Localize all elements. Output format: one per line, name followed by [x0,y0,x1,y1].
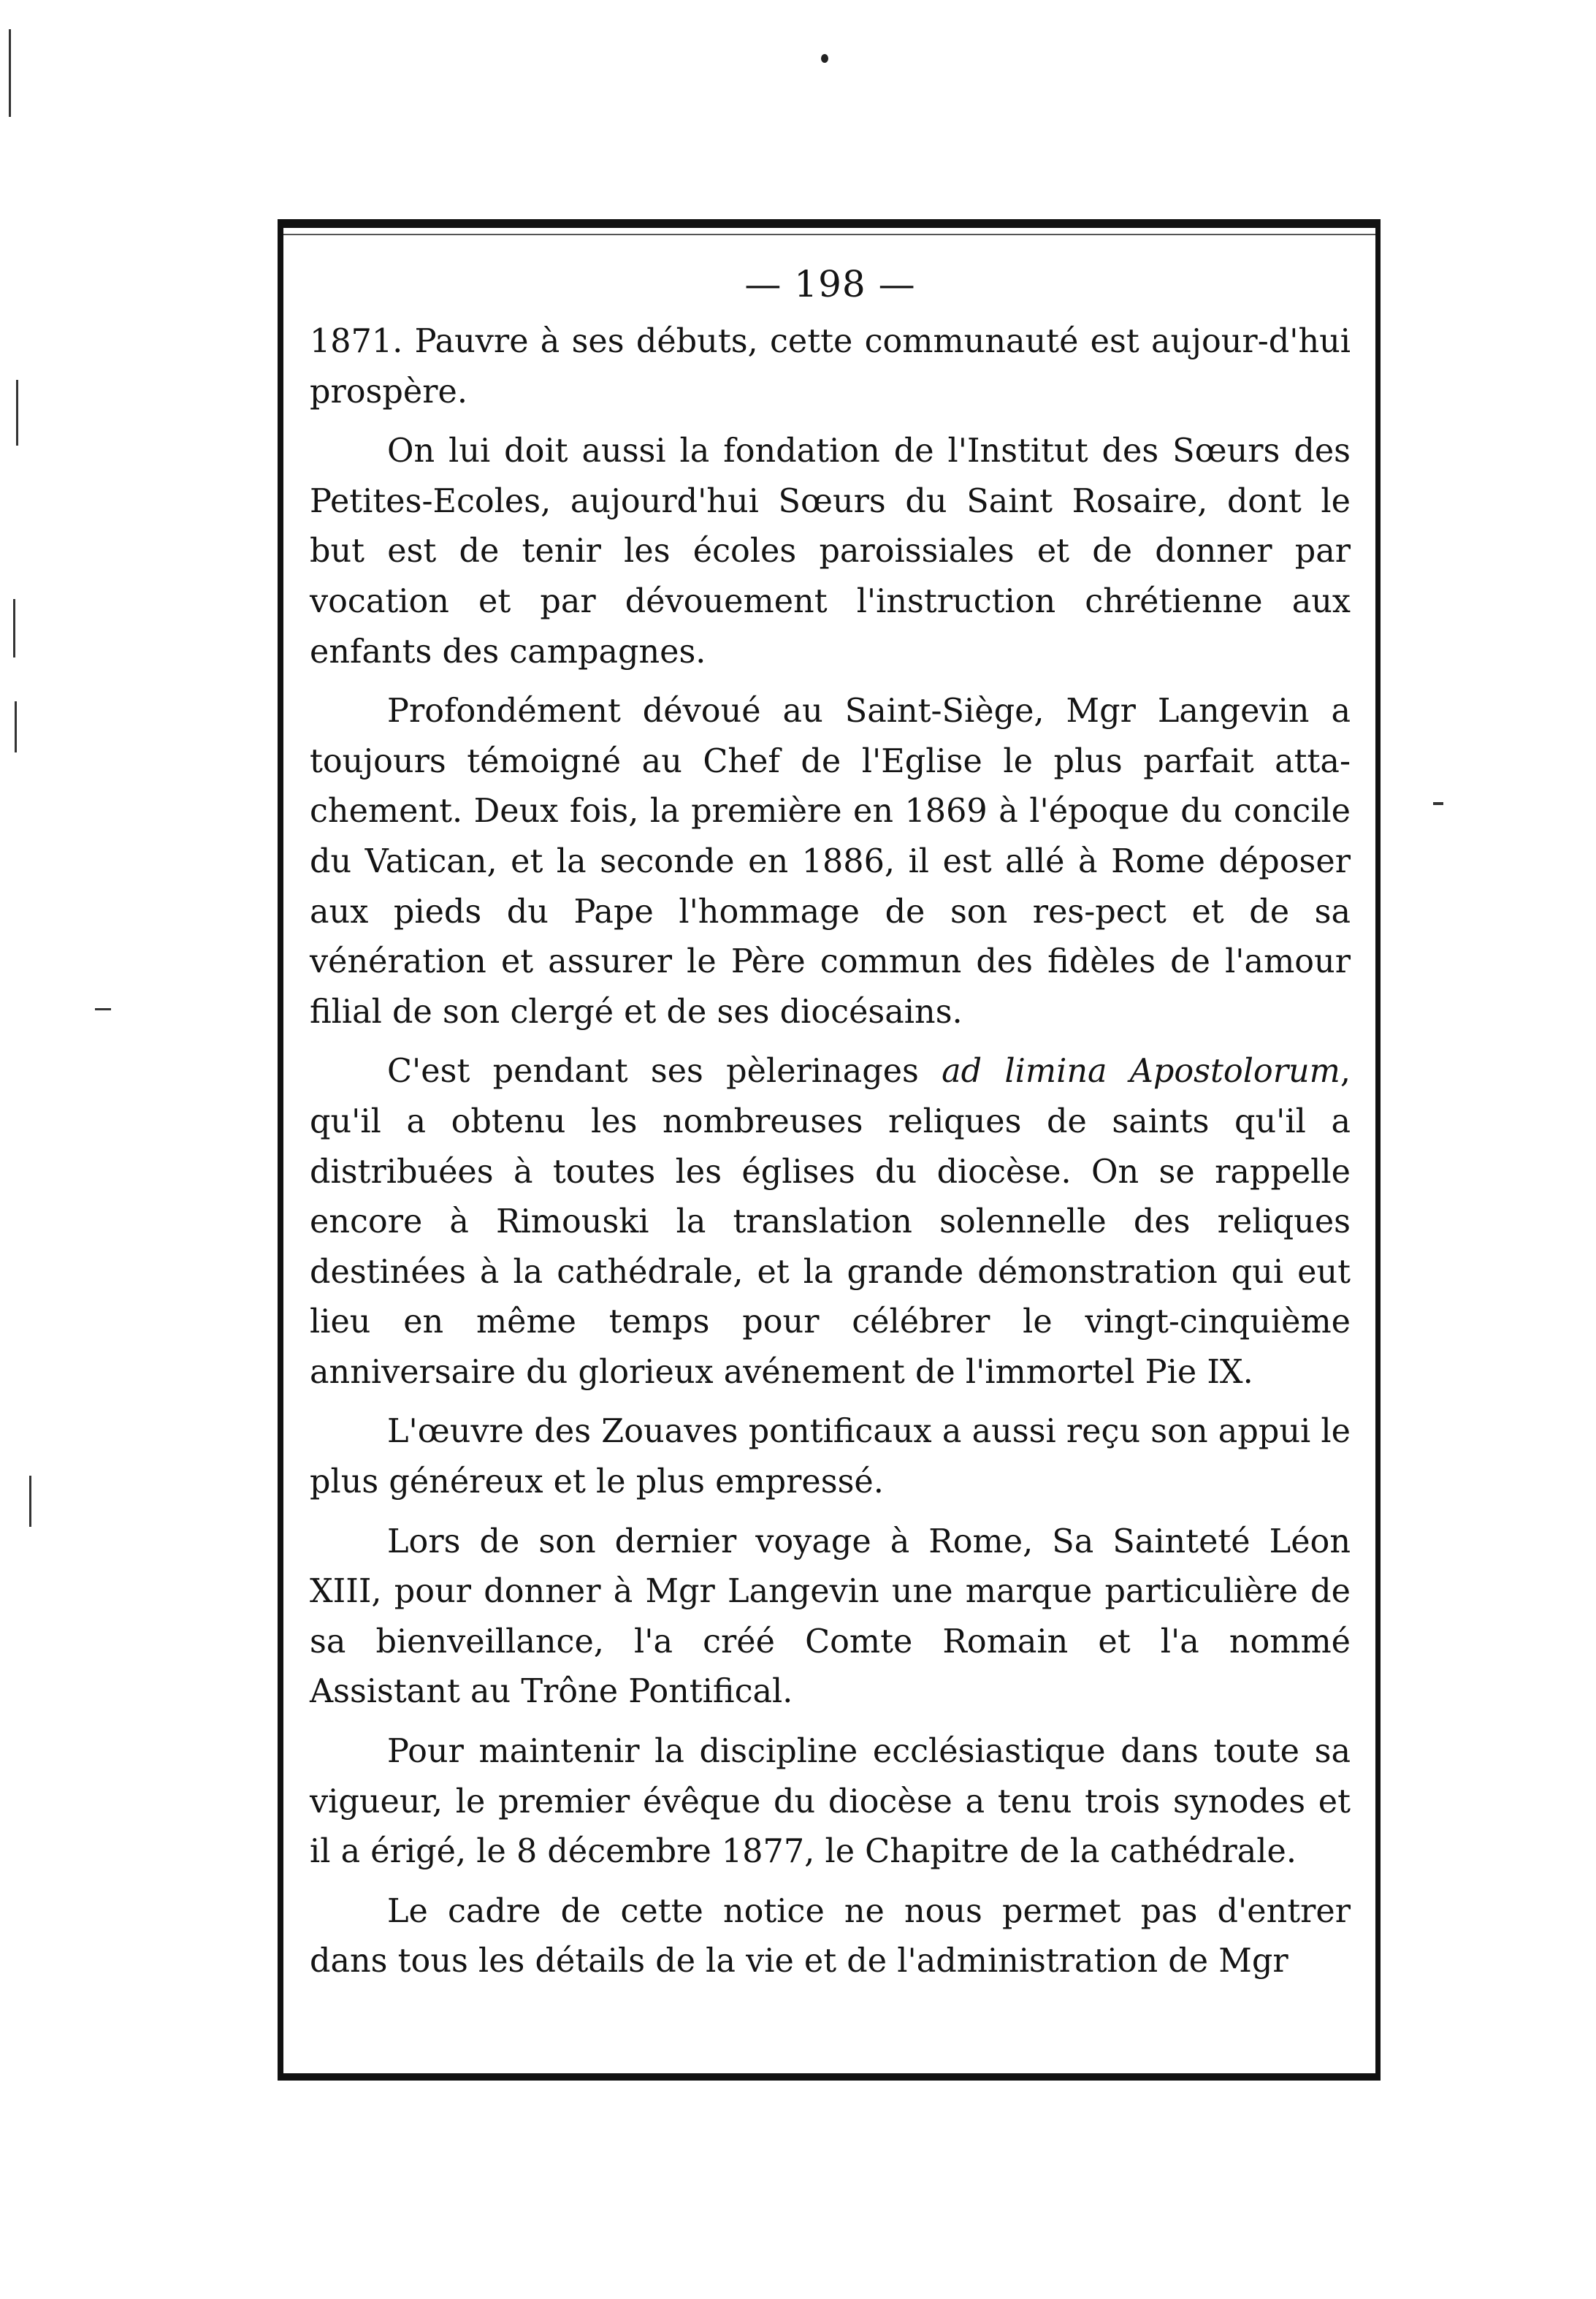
page-frame [278,219,1381,2081]
margin-mark [13,599,15,657]
paragraph: On lui doit aussi la fondation de l'Institut des Sœurs des Petites-Ecoles, aujourd'hui Sœurs du Saint Rosaire, dont le but est de tenir les écoles paroissiales et de donner par vocation et par dévouement l'instruction chrétienne aux enfants des campagnes. [310,432,1351,671]
scan-speck [821,54,828,63]
page-number: — 198 — [744,263,916,305]
text-block [310,262,1351,1997]
paragraph [310,1047,1351,1398]
paragraph: Profondément dévoué au Saint-Siège, Mgr Langevin a toujours témoigné au Chef de l'Eglise le plus parfait atta-chement. Deux fois, la première en 1869 à l'époque du concile du Vatican, et la seconde en 1886, il est allé à Rome déposer aux pieds du Pape l'hommage de son res-pect et de sa vénération et assurer le Père commun des fidèles de l'amour filial de son clergé et de ses diocésains. [310,693,1351,1031]
margin-mark [29,1476,31,1527]
paragraph: L'œuvre des Zouaves pontificaux a aussi reçu son appui le plus généreux et le plus empressé. [310,1413,1351,1501]
margin-mark [1433,802,1443,805]
margin-mark [9,29,11,117]
paragraph: Le cadre de cette notice ne nous permet pas d'entrer dans tous les détails de la vie et de l'administration de Mgr [310,1892,1351,1980]
margin-mark [16,380,18,446]
paragraph-text: C'est pendant ses pèlerinages [387,1053,942,1091]
paragraph: 1871. Pauvre à ses débuts, cette communauté est aujour-d'hui prospère. [310,323,1351,411]
frame-rule [283,234,1375,235]
margin-mark [15,701,17,752]
paragraph-text: , qu'il a obtenu les nombreuses reliques de saints qu'il a distribuées à toutes les églises du diocèse. On se rappelle encore à Rimouski la translation solennelle des reliques destinées à la cathédrale, et la grande démonstration qui eut lieu en même temps pour célébrer le vingt-cinquième anniversaire du glorieux avénement de l'immortel Pie IX. [310,1053,1351,1391]
paragraph: Pour maintenir la discipline ecclésiastique dans toute sa vigueur, le premier évêque du diocèse a tenu trois synodes et il a érigé, le 8 décembre 1877, le Chapitre de la cathédrale. [310,1733,1351,1871]
latin-phrase: ad limina Apostolorum [942,1053,1340,1091]
margin-mark [95,1008,111,1010]
paragraph: Lors de son dernier voyage à Rome, Sa Sainteté Léon XIII, pour donner à Mgr Langevin une marque particulière de sa bienveillance, l'a créé Comte Romain et l'a nommé Assistant au Trône Pontifical. [310,1522,1351,1711]
